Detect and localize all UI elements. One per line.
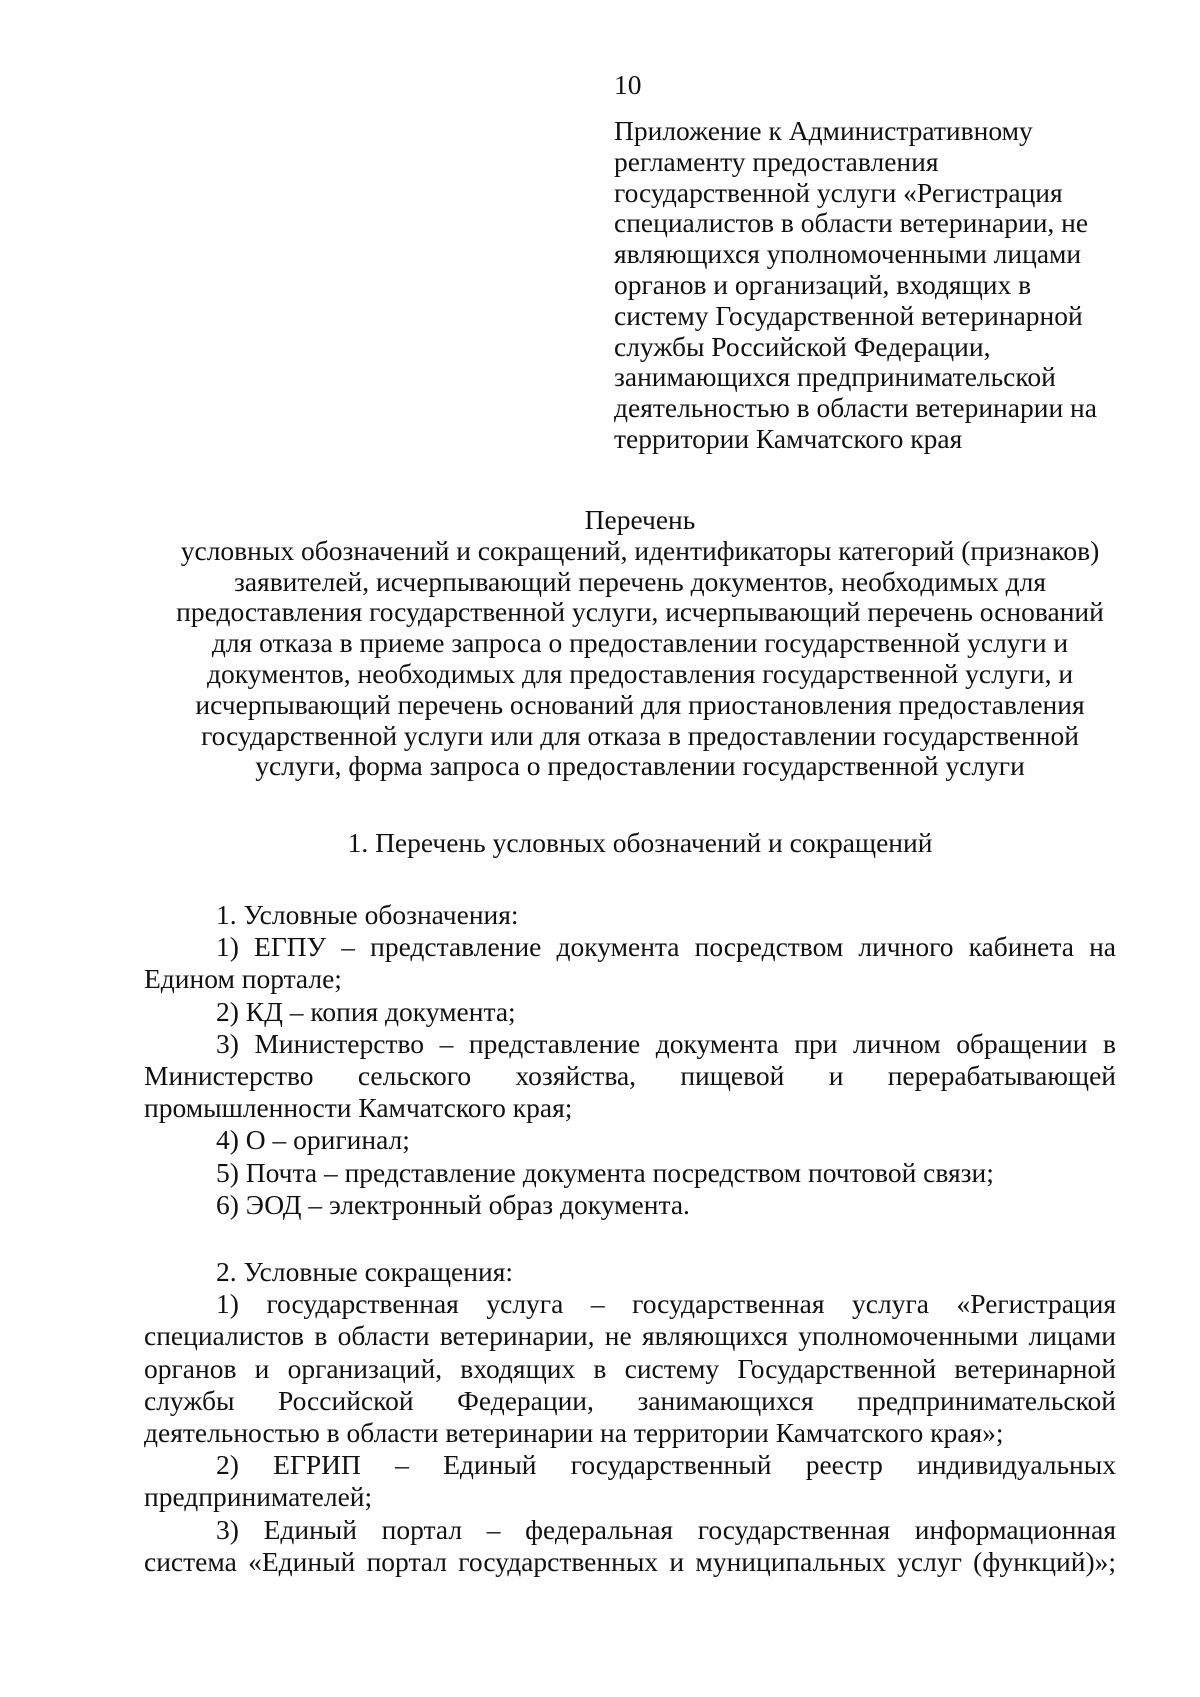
title-line: исчерпывающий перечень оснований для приостановления предоставления — [195, 688, 1085, 720]
title-line: условных обозначений и сокращений, идентификаторы категорий (признаков) — [180, 534, 1100, 566]
appendix-line: регламенту предоставления — [614, 145, 939, 177]
symbols-line: промышленности Камчатского края; — [144, 1092, 573, 1124]
abbreviations-line: 2) ЕГРИП – Единый государственный реестр индивидуальных — [216, 1449, 1116, 1481]
title-line: услуги, форма запроса о предоставлении государственной услуги — [255, 750, 1025, 782]
symbols-line: Министерство сельского хозяйства, пищевой и перерабатывающей — [144, 1059, 1116, 1091]
title-line: документов, необходимых для предоставления государственной услуги, и — [206, 657, 1074, 689]
abbreviations-line: деятельностью в области ветеринарии на территории Камчатского края»; — [144, 1416, 1004, 1448]
document-title — [40, 505, 1200, 782]
abbreviations-line: специалистов в области ветеринарии, не являющихся уполномоченными лицами — [144, 1320, 1116, 1352]
symbols-line: 3) Министерство – представление документа при личном обращении в — [216, 1027, 1116, 1059]
symbols-line: 1) ЕГПУ – представление документа посредством личного кабинета на — [216, 931, 1116, 963]
appendix-line: занимающихся предпринимательской — [614, 361, 1056, 393]
appendix-line: территории Камчатского края — [614, 422, 963, 454]
appendix-line: специалистов в области ветеринарии, не — [614, 207, 1089, 239]
appendix-line: государственной услуги «Регистрация — [614, 176, 1063, 208]
appendix-line: систему Государственной ветеринарной — [614, 299, 1083, 331]
symbols-heading: 1. Условные обозначения: — [216, 899, 519, 930]
abbreviations-line: органов и организаций, входящих в систему Государственной ветеринарной — [144, 1352, 1116, 1384]
appendix-line: являющихся уполномоченными лицами — [614, 238, 1082, 270]
title-line: для отказа в приеме запроса о предоставлении государственной услуги и — [211, 627, 1069, 659]
abbreviations-heading: 2. Условные сокращения: — [216, 1256, 513, 1287]
title-line: заявителей, исчерпывающий перечень документов, необходимых для — [233, 565, 1047, 597]
abbreviations-line: службы Российской Федерации, занимающихся предпринимательской — [144, 1384, 1116, 1416]
abbreviations-line: предпринимателей; — [144, 1481, 373, 1513]
title-line: предоставления государственной услуги, исчерпывающий перечень оснований — [176, 596, 1104, 628]
symbols-list — [144, 931, 1116, 1221]
section-heading: 1. Перечень условных обозначений и сокращений — [347, 827, 933, 858]
symbols-line: Едином портале; — [144, 963, 342, 995]
symbols-line: 4) О – оригинал; — [216, 1124, 410, 1156]
title-line: государственной услуги или для отказа в предоставлении государственной — [201, 719, 1079, 751]
title-heading: Перечень — [584, 504, 696, 535]
abbreviations-list — [144, 1288, 1116, 1578]
appendix-note — [614, 116, 1174, 455]
symbols-section — [144, 899, 1116, 1221]
appendix-line: деятельностью в области ветеринарии на — [614, 392, 1097, 424]
abbreviations-line: 3) Единый портал – федеральная государственная информационная — [216, 1513, 1116, 1545]
page-number: 10 — [614, 69, 642, 100]
abbreviations-line: система «Единый портал государственных и муниципальных услуг (функций)»; — [144, 1545, 1116, 1577]
appendix-line: службы Российской Федерации, — [614, 330, 991, 362]
abbreviations-line: 1) государственная услуга – государственная услуга «Регистрация — [216, 1288, 1116, 1320]
appendix-line: Приложение к Административному — [614, 115, 1033, 146]
symbols-line: 2) КД – копия документа; — [216, 995, 516, 1027]
symbols-line: 5) Почта – представление документа посредством почтовой связи; — [216, 1156, 994, 1188]
abbreviations-section — [144, 1256, 1116, 1578]
symbols-line: 6) ЭОД – электронный образ документа. — [216, 1188, 690, 1220]
appendix-line: органов и организаций, входящих в — [614, 268, 1032, 300]
